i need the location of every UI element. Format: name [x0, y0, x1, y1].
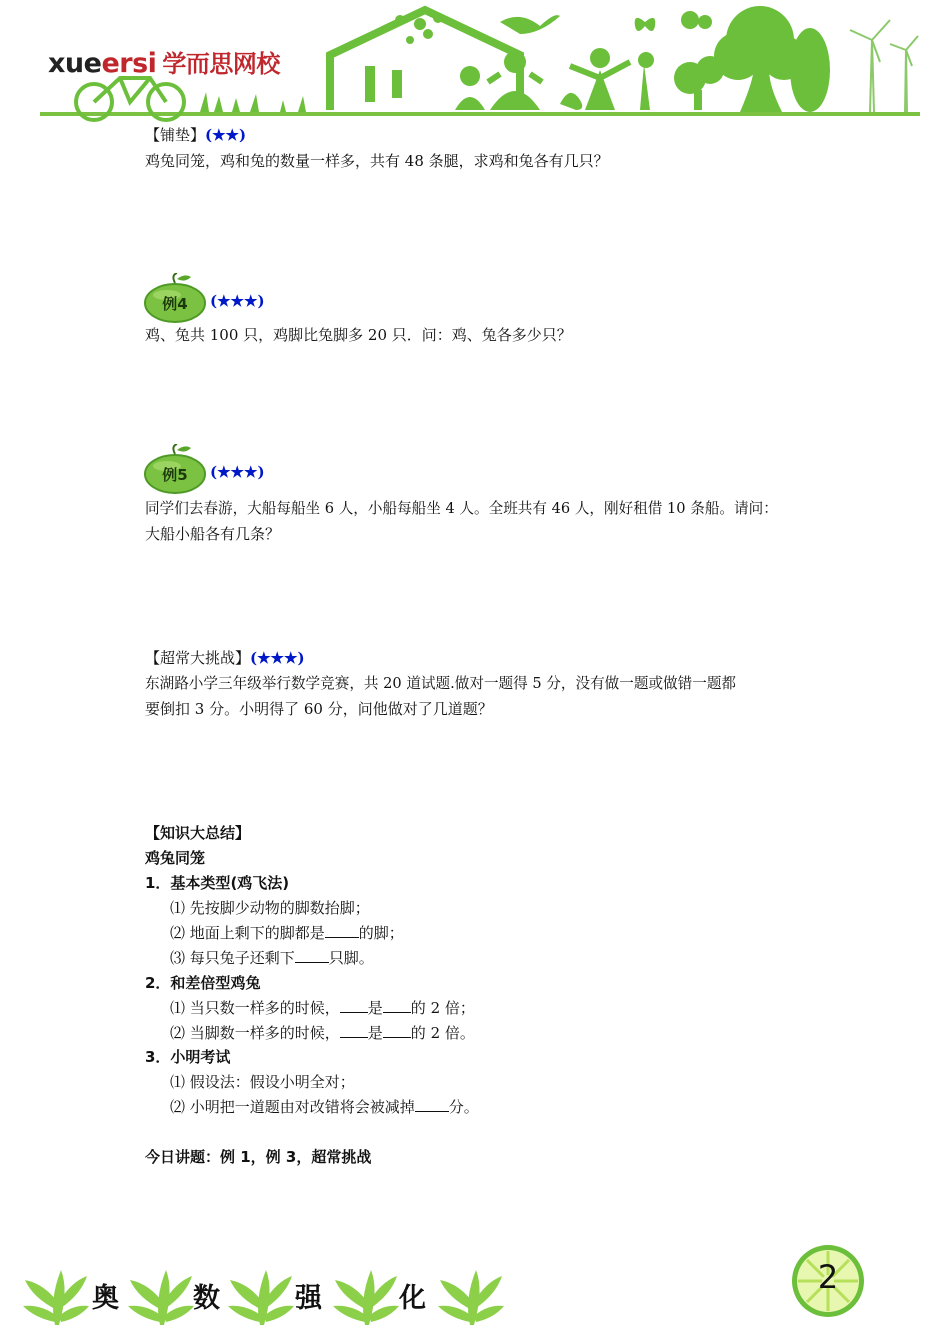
- summary-1-item-3: [170, 947, 374, 969]
- fill-blank: [340, 998, 368, 1013]
- summary-2-item-2-c: 的 2 倍。: [410, 1024, 475, 1042]
- example-4-badge-text: 例4: [162, 295, 188, 313]
- summary-2-item-1-b: 是: [367, 999, 383, 1017]
- footer-char-ao: 奥: [92, 1283, 119, 1314]
- logo-text-cn: 学而思网校: [162, 50, 280, 78]
- summary-heading-3: 3．小明考试: [145, 1048, 231, 1066]
- fill-blank: [415, 1097, 449, 1112]
- fill-blank: [325, 923, 359, 938]
- footer-char-shu: 数: [193, 1283, 220, 1314]
- pudian-heading: [145, 124, 246, 146]
- today-lecture: 今日讲题：例 1，例 3，超常挑战: [145, 1148, 372, 1166]
- xueersi-logo: [48, 44, 280, 79]
- fill-blank: [295, 948, 329, 963]
- summary-1-item-3-a: ⑶ 每只兔子还剩下: [170, 949, 295, 967]
- example-4-question: 鸡、兔共 100 只，鸡脚比兔脚多 20 只．问：鸡、兔各多少只？: [145, 326, 572, 344]
- page-number: 2: [817, 1258, 839, 1296]
- ex5-stars-text: (★★★): [210, 463, 265, 481]
- example-4-apple-badge-icon: [143, 273, 207, 323]
- fill-blank: [340, 1023, 368, 1038]
- summary-3-item-2-a: ⑵ 小明把一道题由对改错将会被减掉: [170, 1098, 415, 1116]
- logo-text-ersi: ersi: [101, 48, 157, 79]
- summary-2-item-1: [170, 997, 475, 1019]
- summary-3-item-2: [170, 1096, 479, 1118]
- pudian-question: 鸡兔同笼，鸡和兔的数量一样多，共有 48 条腿，求鸡和兔各有几只？: [145, 152, 609, 170]
- summary-3-item-1: ⑴ 假设法：假设小明全对；: [170, 1073, 355, 1091]
- pudian-stars: (★★): [205, 126, 247, 144]
- example-5-stars: [210, 461, 265, 483]
- summary-2-item-2: [170, 1022, 475, 1044]
- challenge-question-line-1: 东湖路小学三年级举行数学竞赛，共 20 道试题.做对一题得 5 分，没有做一题或做错一题都: [145, 675, 737, 692]
- challenge-question-line-2: 要倒扣 3 分。小明得了 60 分，问他做对了几道题？: [145, 700, 493, 718]
- challenge-label: 【超常大挑战】: [145, 649, 251, 667]
- summary-heading-1: 1．基本类型(鸡飞法): [145, 874, 290, 892]
- summary-2-item-1-c: 的 2 倍；: [410, 999, 475, 1017]
- page-header: [0, 0, 950, 125]
- summary-title: 【知识大总结】: [145, 824, 251, 842]
- logo-text-xue: xue: [48, 48, 102, 79]
- example-5-question-line-1: 同学们去春游，大船每船坐 6 人，小船每船坐 4 人。全班共有 46 人，刚好租借 10 条船。请问：: [145, 500, 778, 517]
- footer-char-hua: 化: [399, 1283, 426, 1314]
- summary-1-item-1: ⑴ 先按脚少动物的脚数抬脚；: [170, 899, 370, 917]
- ex4-stars-text: (★★★): [210, 292, 265, 310]
- example-4-stars: [210, 290, 265, 312]
- example-5-apple-badge-icon: [143, 444, 207, 494]
- footer-leaf-decoration-icon: [15, 1250, 515, 1330]
- page-footer: [15, 1250, 515, 1330]
- summary-1-item-2: [170, 922, 404, 944]
- fill-blank: [383, 998, 411, 1013]
- example-5-question-line-2: 大船小船各有几条？: [145, 525, 281, 543]
- footer-char-qiang: 强: [295, 1283, 322, 1314]
- summary-subtitle: 鸡兔同笼: [145, 849, 206, 867]
- example-5-badge-text: 例5: [162, 466, 188, 484]
- summary-1-item-2-b: 的脚；: [358, 924, 404, 942]
- fill-blank: [383, 1023, 411, 1038]
- summary-2-item-2-b: 是: [367, 1024, 383, 1042]
- challenge-heading: [145, 647, 305, 669]
- summary-2-item-2-a: ⑵ 当脚数一样多的时候，: [170, 1024, 340, 1042]
- pudian-label: 【铺垫】: [145, 126, 206, 144]
- summary-1-item-3-b: 只脚。: [328, 949, 374, 967]
- summary-heading-2: 2．和差倍型鸡兔: [145, 974, 261, 992]
- summary-2-item-1-a: ⑴ 当只数一样多的时候，: [170, 999, 340, 1017]
- summary-1-item-2-a: ⑵ 地面上剩下的脚都是: [170, 924, 325, 942]
- summary-3-item-2-b: 分。: [448, 1098, 479, 1116]
- challenge-stars: (★★★): [250, 649, 305, 667]
